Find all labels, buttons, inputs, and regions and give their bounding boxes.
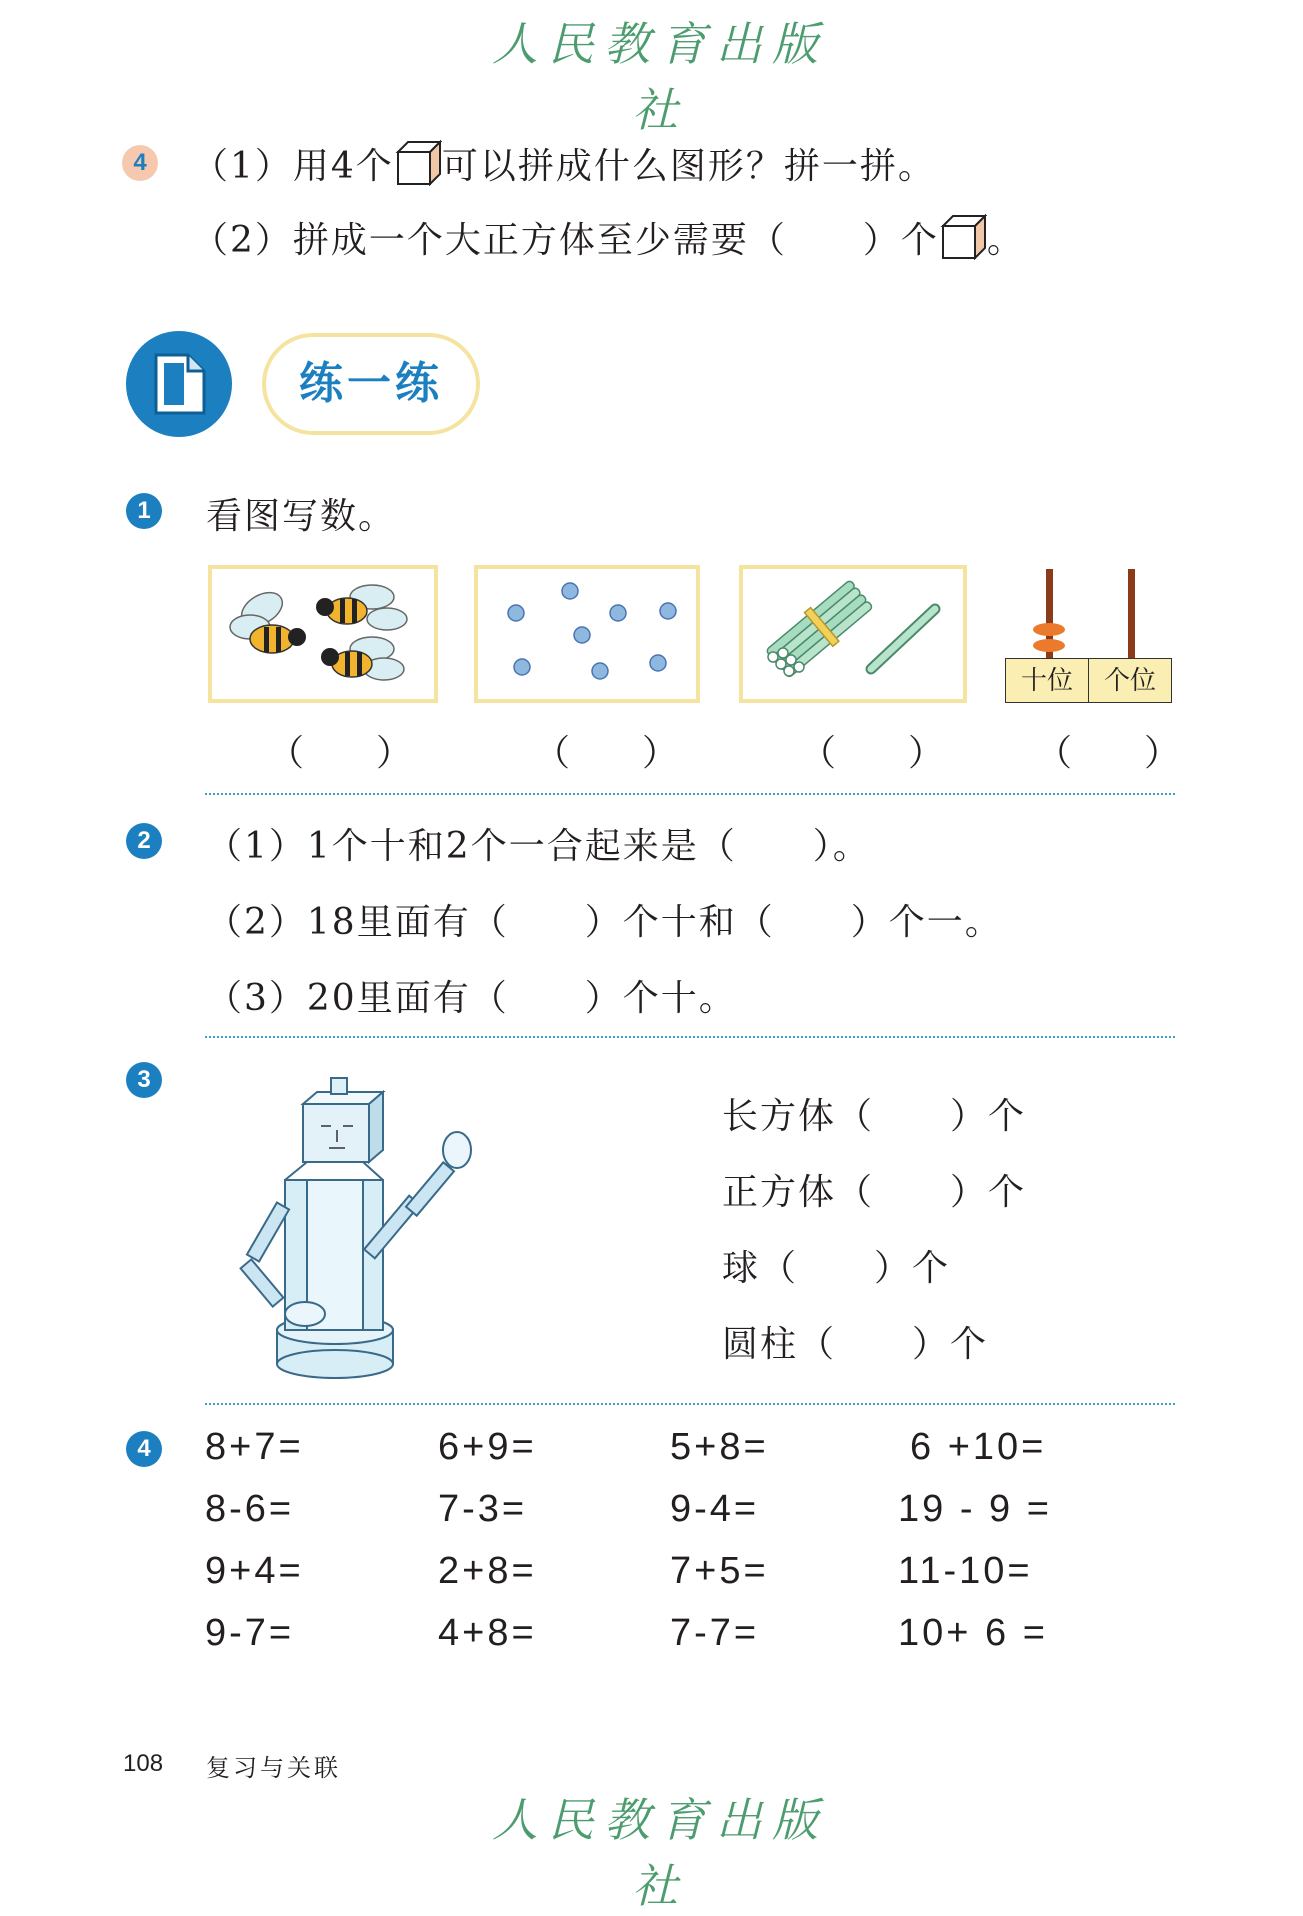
equation: 7-7=	[670, 1612, 760, 1654]
equation: 6+9=	[438, 1426, 537, 1468]
equation: 9-4=	[670, 1488, 760, 1530]
answer-blank[interactable]: （ ）	[1036, 733, 1181, 774]
exercise-4-badge: 4	[126, 1431, 162, 1467]
publisher-watermark-top: 人民教育出版社	[492, 17, 828, 137]
shape-count-line: 球（ ）个	[722, 1248, 951, 1289]
single-stick-icon	[871, 609, 935, 669]
equation: 8+7=	[205, 1426, 304, 1468]
section-title: 练一练	[262, 333, 480, 435]
shape-count-line: 正方体（ ）个	[722, 1172, 1027, 1213]
equation: 5+8=	[670, 1426, 769, 1468]
intro-line-2-start: （2）拼成一个大正方体至少需要（ ）个	[192, 220, 939, 261]
abacus-bead	[1033, 639, 1065, 652]
bee-icon	[321, 637, 404, 680]
exercise-1-prompt: 看图写数。	[206, 496, 397, 537]
equation: 10+ 6 =	[898, 1612, 1048, 1654]
sticks-picture	[739, 565, 967, 703]
document-icon	[126, 331, 232, 437]
exercise-2-line: （2）18里面有（ ）个十和（ ）个一。	[206, 902, 1003, 943]
equation: 2+8=	[438, 1550, 537, 1592]
equation: 4+8=	[438, 1612, 537, 1654]
abacus-picture	[1000, 565, 1172, 703]
exercise-2-badge: 2	[126, 823, 162, 859]
stick-bundle-icon	[763, 577, 876, 681]
divider	[205, 793, 1175, 795]
exercise-2-line: （3）20里面有（ ）个十。	[206, 978, 737, 1019]
shape-count-line: 圆柱（ ）个	[722, 1324, 989, 1365]
equation: 9+4=	[205, 1550, 304, 1592]
divider	[205, 1403, 1175, 1405]
cube-icon	[939, 212, 987, 260]
shape-count-line: 长方体（ ）个	[722, 1096, 1027, 1137]
bees-picture	[208, 565, 438, 703]
bead-icon	[650, 655, 666, 671]
equation: 8-6=	[205, 1488, 295, 1530]
publisher-watermark-bottom: 人民教育出版社	[492, 1793, 828, 1913]
bead-icon	[508, 605, 524, 621]
ones-place-label: 个位	[1088, 658, 1172, 703]
robot-illustration	[225, 1062, 525, 1382]
bee-icon	[316, 585, 407, 630]
problem-badge: 4	[122, 145, 158, 181]
cube-icon	[394, 138, 442, 186]
intro-line-1-end: 可以拼成什么图形？拼一拼。	[441, 146, 936, 187]
abacus-bead	[1033, 623, 1065, 636]
tens-place-label: 十位	[1005, 658, 1089, 703]
bead-icon	[660, 603, 676, 619]
equation: 6 +10=	[910, 1426, 1047, 1468]
exercise-1-badge: 1	[126, 493, 162, 529]
bead-icon	[610, 605, 626, 621]
intro-line-2-end: 。	[986, 220, 1025, 261]
divider	[205, 1036, 1175, 1038]
bead-icon	[562, 583, 578, 599]
equation: 11-10=	[898, 1550, 1033, 1592]
answer-blank[interactable]: （ ）	[534, 733, 679, 774]
page-number: 108	[123, 1750, 164, 1777]
bee-icon	[230, 586, 306, 653]
equation: 7-3=	[438, 1488, 528, 1530]
intro-line-1-start: （1）用4个	[192, 146, 394, 187]
answer-blank[interactable]: （ ）	[268, 733, 413, 774]
bead-icon	[592, 663, 608, 679]
abacus-rod-ones	[1128, 569, 1135, 669]
exercise-3-badge: 3	[126, 1062, 162, 1098]
beads-picture	[474, 565, 700, 703]
equation: 9-7=	[205, 1612, 295, 1654]
equation: 7+5=	[670, 1550, 769, 1592]
bead-icon	[514, 659, 530, 675]
exercise-2-line: （1）1个十和2个一合起来是（ ）。	[206, 826, 871, 867]
intro-line-1	[192, 138, 936, 189]
equation: 19 - 9 =	[898, 1488, 1052, 1530]
abacus-rod-tens	[1046, 569, 1053, 669]
intro-line-2	[192, 212, 1025, 263]
answer-blank[interactable]: （ ）	[800, 733, 945, 774]
bead-icon	[574, 627, 590, 643]
section-footer-title: 复习与关联	[206, 1754, 341, 1782]
